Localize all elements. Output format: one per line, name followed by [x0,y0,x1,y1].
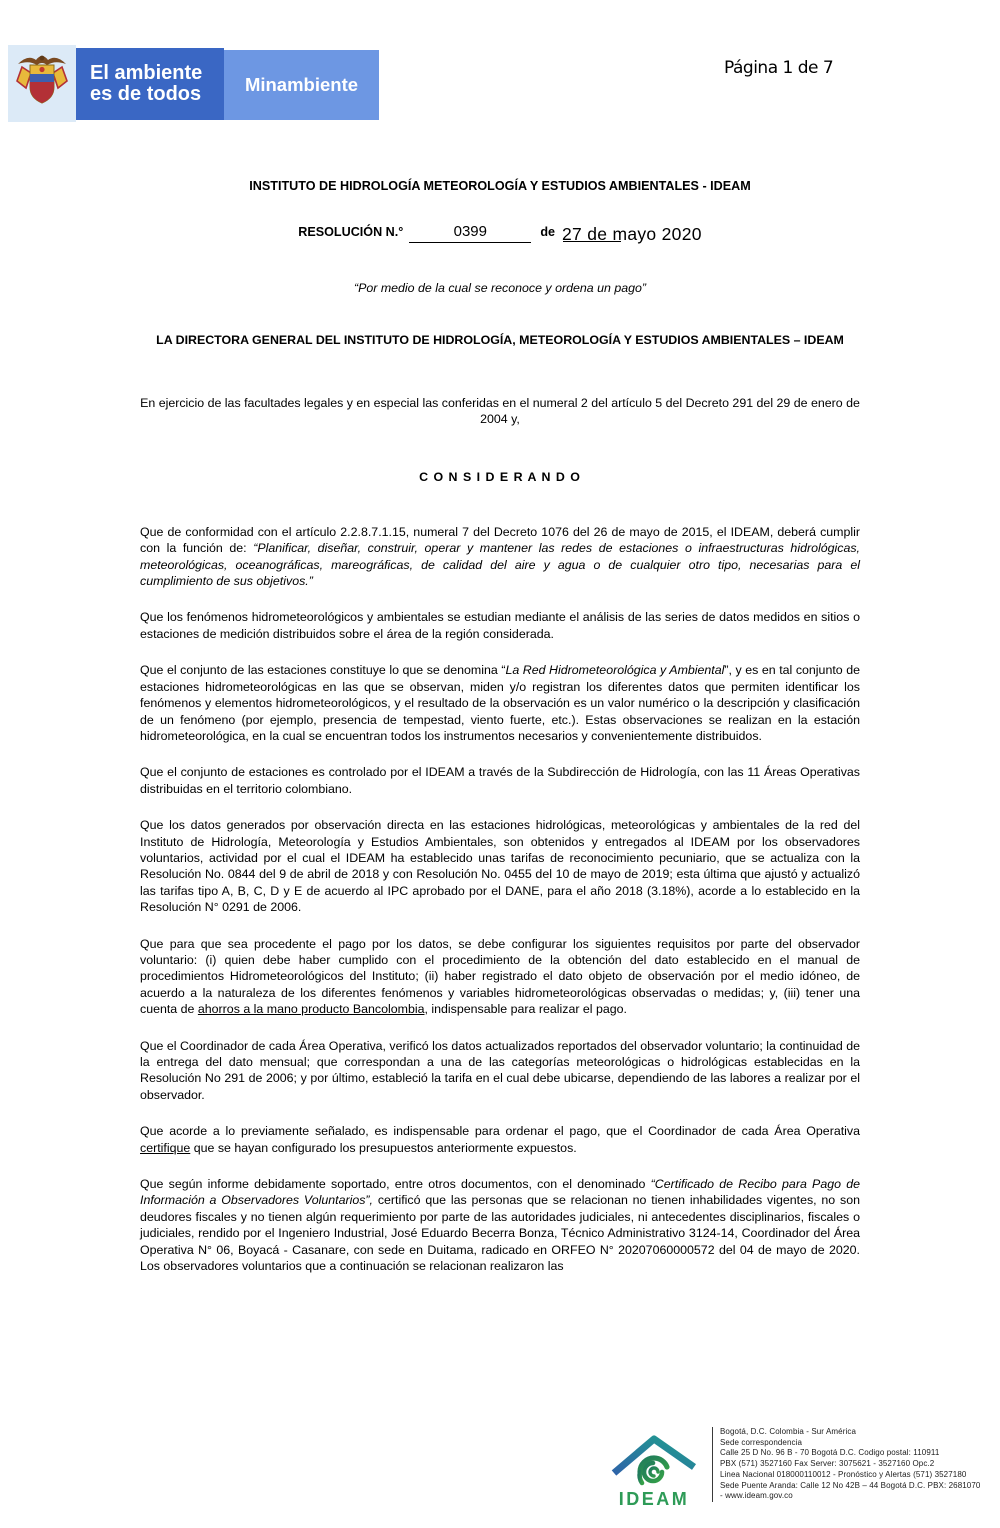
paragraph-8 [140,1123,860,1156]
institute-title: INSTITUTO DE HIDROLOGÍA METEOROLOGÍA Y ESTUDIOS AMBIENTALES - IDEAM [249,179,751,193]
paragraph-1 [140,524,860,590]
minambiente-label: Minambiente [224,50,379,120]
footer [606,1427,980,1524]
preamble: En ejercicio de las facultades legales y en especial las conferidas en el numeral 2 del artículo 5 del Decreto 291 del 29 de enero de 2004 y, [140,395,860,427]
paragraph-6-text-cont: , indispensable para realizar el pago. [424,1002,627,1017]
paragraph-3-text-cont: ”, y es en tal conjunto de estaciones hidrometeorológicas en las que se observan, miden y/o registran los diferentes datos que permiten identificar los fenómenos y elementos hidrometeorológicos, y el resultado de la observación es un valor numérico o la descripción y clasificación de un fenómeno (por ejemplo, presencia de tempestad, viento fuerte, etc.). Estas observaciones se realizan en la estación hidrometeorológica, en la cual se encuentran todos los instrumentos necesarios y convenientemente distribuidos. [140,663,860,743]
brand-slogan-line1: El ambiente [90,62,203,84]
paragraph-1-quote: “Planificar, diseñar, construir, operar y mantener las redes de estaciones o infraestructuras hidrológicas, meteorológicas, oceanográficas, mareográficas, de calidad del aire y agua o de cualquier otro tipo, necesarias para el cumplimiento de sus objetivos.” [140,541,860,589]
ideam-logo-text: IDEAM [618,1489,690,1509]
subject-quote: “Por medio de la cual se reconoce y ordena un pago” [353,280,647,295]
paragraph-8-certify-word: certifique [140,1140,191,1155]
paragraph-2: Que los fenómenos hidrometeorológicos y ambientales se estudian mediante el análisis de las series de datos medidos en sitios o estaciones de medición distribuidos sobre el área de la región considerada. [140,610,860,641]
footer-line: Sede correspondencia [720,1437,803,1447]
paragraph-7: Que el Coordinador de cada Área Operativa, verificó los datos actualizados reportados del observador voluntario; la continuidad de la entrega del dato mensual; que correspondan a una de las categorías meteorológicas o hidrológicas establecidas en la Resolución No 291 de 2006; y por último, estableció la tarifa en el cual debe ubicarse, dependiendo de las labores a realizar por el observador. [140,1038,860,1102]
page-number: Página 1 de 7 [724,58,834,78]
brand-slogan-box [76,48,224,120]
paragraph-9-certificate-name: “Certificado de Recibo para Pago de Información a Observadores Voluntarios”, [140,1177,860,1208]
paragraph-4: Que el conjunto de estaciones es controlado por el IDEAM a través de la Subdirección de Hidrología, con las 11 Áreas Operativas distribuidas en el territorio colombiano. [140,765,860,796]
ideam-logo-icon [606,1429,702,1524]
colombia-coat-of-arms-icon [8,45,76,122]
footer-line: PBX (571) 3527160 Fax Server: 3075621 - 3527160 Opc.2 [720,1459,935,1469]
resolution-number-field: 0399 [409,224,531,242]
resolution-date-field [562,224,702,245]
paragraph-3 [140,662,860,744]
footer-line: Linea Nacional 018000110012 - Pronóstico y Alertas (571) 3527180 [720,1469,967,1479]
resolution-line [140,223,860,245]
authority-heading: LA DIRECTORA GENERAL DEL INSTITUTO DE HIDROLOGÍA, METEOROLOGÍA Y ESTUDIOS AMBIENTALES – IDEAM [156,333,844,348]
document-body [140,178,860,1274]
date-underline [563,241,621,242]
paragraph-9 [140,1176,860,1274]
footer-line: Sede Puente Aranda: Calle 12 No 42B – 44 Bogotá D.C. PBX: 2681070 [720,1480,981,1490]
paragraph-9-text: Que según informe debidamente soportado, entre otros documentos, con el denominado [140,1177,651,1192]
paragraph-9-text-cont: certificó que las personas que se relacionan no tienen inhabilidades vigentes, no son deudores fiscales y no tienen algún requerimiento por parte de las autoridades judiciales, ni antecedentes disciplinarios, fiscales o judiciales, rendido por el Ingeniero Industrial, José Eduardo Becerra Bonza, Técnico Administrativo 3124-14, Coordinador del Área Operativa N° 06, Boyacá - Casanare, con sede en Duitama, radicado en ORFEO N° 20207060000572 del 04 de mayo de 2020. Los observadores voluntarios que a continuación se relacionan realizaron las [140,1193,860,1274]
paragraph-6-text: Que para que sea procedente el pago por los datos, se debe configurar los siguientes requisitos por parte del observador voluntario: (i) quien debe haber cumplido con el procedimiento de la obtención del dato establecido en el manual de procedimientos Hidrometeorológicos del Instituto; (ii) haber registrado el dato objeto de observación por el medio idóneo, de acuerdo a la naturaleza de los diferentes fenómenos y variables hidrometeorológicas observadas o medidas; y, (iii) tener una cuenta de [140,936,860,1017]
resolution-connector: de [540,225,556,240]
footer-address-block [712,1427,980,1502]
paragraph-3-network-name: La Red Hidrometeorológica y Ambiental [505,663,725,678]
paragraph-8-text: Que acorde a lo previamente señalado, es indispensable para ordenar el pago, que el Coordinador de cada Área Operativa [140,1124,860,1139]
footer-line: Bogotá, D.C. Colombia - Sur América [720,1427,856,1436]
paragraph-3-text: Que el conjunto de las estaciones constituye lo que se denomina “ [140,663,506,678]
paragraph-6-account-type: ahorros a la mano producto Bancolombia [197,1002,425,1017]
footer-line: Calle 25 D No. 96 B - 70 Bogotá D.C. Codigo postal: 110911 [720,1448,940,1458]
paragraph-5: Que los datos generados por observación directa en las estaciones hidrológicas, meteorológicas y ambientales de la red del Instituto de Hidrología, Meteorología y Estudios Ambientales, son obtenidos y entregados al IDEAM por los observadores voluntarios, actividad por el cual el IDEAM ha establecido unas tarifas de reconocimiento pecuniario, que se actualiza con la Resolución No. 0844 del 9 de abril de 2018 y con Resolución No. 0455 del 10 de mayo de 2019; esta última que ajustó y actualizó las tarifas tipo A, B, C, D y E de acuerdo al IPC aprobado por el DANE, para el año 2018 (3.18%), acorde a lo establecido en la Resolución N° 0291 de 2006. [140,818,860,915]
paragraph-1-text: Que de conformidad con el artículo 2.2.8.7.1.15, numeral 7 del Decreto 1076 del 26 de mayo de 2015, el IDEAM, deberá cumplir con la función de: [140,524,860,556]
resolution-date: 27 de mayo 2020 [562,224,702,245]
brand-slogan-line2: es de todos [90,83,202,105]
footer-line: - www.ideam.gov.co [720,1491,793,1501]
header-brand [8,45,379,122]
paragraph-8-text-cont: que se hayan configurado los presupuestos anteriormente expuestos. [190,1140,577,1155]
considerando-heading: C O N S I D E R A N D O [419,470,581,485]
resolution-label: RESOLUCIÓN N.° [298,225,404,240]
paragraph-6 [140,936,860,1018]
